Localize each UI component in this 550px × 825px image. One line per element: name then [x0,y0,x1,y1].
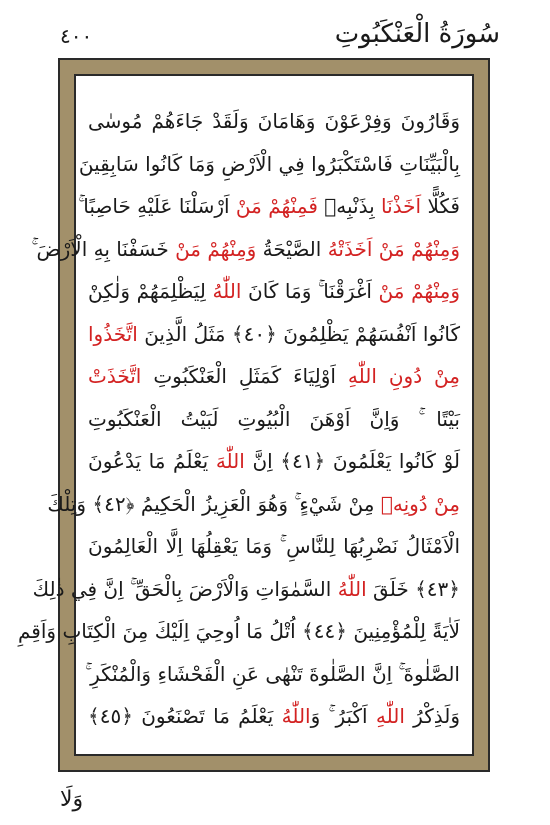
verse-text: اَوْلِيَاءَ كَمَثَلِ الْعَنْكَبُوتِ [141,364,348,388]
page-frame-inner [18,74,474,756]
highlighted-text: اتَّخَذَتْ [88,364,142,388]
page-number: ٤٠٠ [60,24,93,48]
verse-line [32,568,460,611]
verse-text: مِنْ شَيْءٍ ۚ وَهُوَ الْعَزِيزُ الْحَكِيمُ ﴿٤٢﴾ وَتِلْكَ [47,491,381,516]
verse-line [88,313,460,356]
highlighted-text: اللّٰهُ [281,704,311,728]
verse-text: لَوْ كَانُوا يَعْلَمُونَ ﴿٤١﴾ اِنَّ [244,449,460,473]
verse-text: ﴿٤٣﴾ خَلَقَ [366,576,460,601]
verse-text: السَّمٰوَاتِ وَالْاَرْضَ بِالْحَقِّ ۚ اِنَّ فِي ذٰلِكَ [32,576,338,601]
verse-text: الصَّيْحَةُ [256,236,328,261]
verse-text: وَلَذِكْرُ [404,704,460,728]
catchword: وَلَا [60,787,84,812]
verse-line [88,525,460,568]
verse-line [85,653,460,696]
highlighted-text: اَخَذْنَا [381,194,422,218]
highlighted-text: فَمِنْهُمْ مَنْ [235,194,318,218]
verse-line [31,228,460,271]
verse-line [47,483,460,526]
highlighted-text: اتَّخَذُوا [88,321,138,346]
verse-text: فَكُلًّا [421,194,460,218]
surah-title: سُورَةُ الْعَنْكَبُوتِ [334,19,500,49]
highlighted-text: وَمِنْهُمْ مَنْ [175,236,257,261]
highlighted-text: مِنْ دُونِ اللّٰهِ [347,364,460,388]
verse-text: بَيْتًا ۚ وَاِنَّ اَوْهَنَ الْبُيُوتِ لَبَيْتُ الْعَنْكَبُوتِ [88,406,460,431]
verse-text: الْاَمْثَالُ نَضْرِبُهَا لِلنَّاسِ ۚ وَمَا يَعْقِلُهَا اِلَّا الْعَالِمُونَ [88,534,460,558]
verse-text: يَعْلَمُ مَا يَدْعُونَ [88,449,216,473]
verse-line [88,270,460,313]
verse-line [78,143,460,186]
verse-text: كَانُوا اَنْفُسَهُمْ يَظْلِمُونَ ﴿٤٠﴾ مَثَلُ الَّذِينَ [137,321,460,346]
verse-text-block [18,100,461,738]
verse-text: بِالْبَيِّنَاتِ فَاسْتَكْبَرُوا فِي الْاَرْضِ وَمَا كَانُوا سَابِقِينَ [78,151,460,176]
highlighted-text: اللّٰهَ [215,449,245,473]
verse-line [88,440,460,483]
verse-line [18,610,460,653]
highlighted-text: اللّٰهُ [212,279,242,303]
highlighted-text: وَمِنْهُمْ مَنْ اَخَذَتْهُ [327,236,460,261]
verse-text: بِذَنْبِهٖ [317,194,382,218]
highlighted-text: اللّٰهُ [337,576,367,601]
verse-line [88,695,460,738]
verse-text: الصَّلٰوةَ ۚ اِنَّ الصَّلٰوةَ تَنْهٰى عَنِ الْفَحْشَاءِ وَالْمُنْكَرِ ۚ [85,661,460,686]
page-frame-outer [18,58,490,772]
highlighted-text: وَمِنْهُمْ مَنْ [378,279,461,303]
verse-text: لِيَظْلِمَهُمْ وَلٰكِنْ [88,279,213,303]
verse-text: لَاٰيَةً لِلْمُؤْمِنِينَ ﴿٤٤﴾ اُتْلُ مَا اُوحِيَ اِلَيْكَ مِنَ الْكِتَابِ وَاَقِمِ [18,619,460,643]
verse-line [88,100,460,143]
highlighted-text: مِنْ دُونِهٖ [380,491,460,516]
highlighted-text: اللّٰهِ [375,704,405,728]
verse-line [88,398,460,441]
verse-text: اَغْرَقْنَا ۚ وَمَا كَانَ [241,279,379,303]
verse-text: خَسَفْنَا بِهِ الْاَرْضَ ۚ [31,236,176,261]
verse-text: اَكْبَرُ ۚ وَ [310,704,376,728]
verse-line [78,185,460,228]
verse-text: يَعْلَمُ مَا تَصْنَعُونَ ﴿٤٥﴾ [88,704,282,728]
verse-text: اَرْسَلْنَا عَلَيْهِ حَاصِبًا ۚ [78,194,236,218]
verse-text: وَقَارُونَ وَفِرْعَوْنَ وَهَامَانَ وَلَقَدْ جَاءَهُمْ مُوسٰى [88,109,460,133]
verse-line [88,355,460,398]
